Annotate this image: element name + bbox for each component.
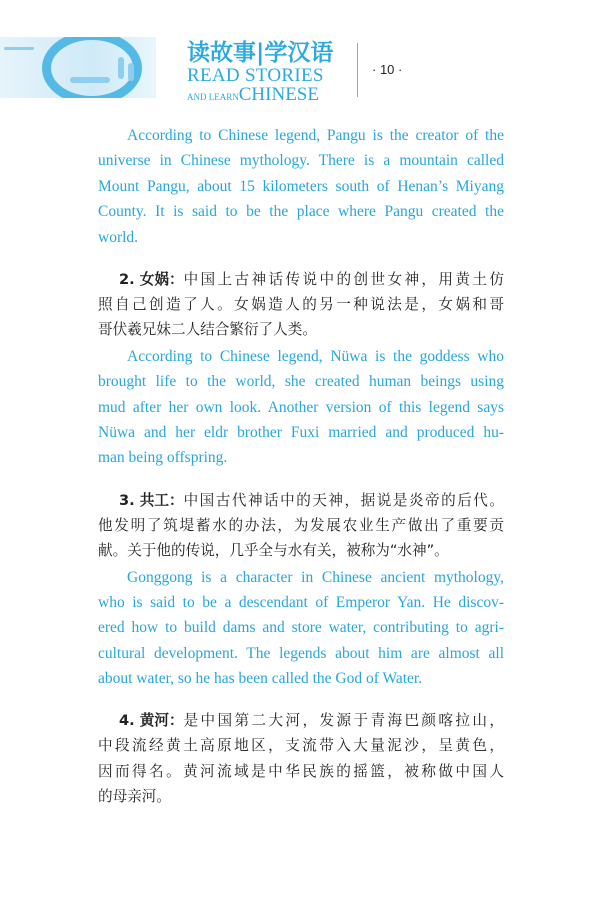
text-line: cultural development. The legends about him are almost all — [98, 645, 504, 662]
text-line: mud after her own look. Another version of this legend says — [98, 399, 504, 416]
series-logo — [187, 40, 333, 106]
text-line: 是中国第二大河，发源于青海巴颜喀拉山， — [183, 712, 504, 729]
text-line: Mount Pangu, about 15 kilometers south of Henan’s Miyang — [98, 178, 504, 195]
text-line: 中国上古神话传说中的创世女神，用黄土仿 — [183, 271, 504, 288]
entry-heading: 4. 黄河： — [119, 712, 184, 729]
text-line: world. — [98, 229, 139, 246]
text-line: 献。关于他的传说，几乎全与水有关，被称为“水神”。 — [98, 542, 449, 559]
entry-heading: 2. 女娲： — [119, 271, 184, 288]
text-line: Nüwa and her eldr brother Fuxi married and produced hu- — [98, 424, 504, 441]
text-line: 哥伏羲兄妹二人结合繁衍了人类。 — [98, 321, 317, 338]
logo-title-en-big: CHINESE — [238, 84, 319, 105]
text-line: 他发明了筑堤蓄水的办法，为发展农业生产做出了重要贡 — [98, 517, 504, 534]
text-line: who is said to be a descendant of Emperor Yan. He discov- — [98, 594, 504, 611]
header-divider — [357, 43, 358, 97]
text-line: 中国古代神话中的天神，据说是炎帝的后代。 — [183, 492, 504, 509]
page-number: · 10 · — [372, 62, 403, 77]
text-line: According to Chinese legend, Nüwa is the goddess who — [127, 348, 504, 365]
entry-heading: 3. 共工： — [119, 492, 184, 509]
text-line: 因而得名。黄河流域是中华民族的摇篮，被称做中国人 — [98, 763, 504, 780]
text-line: According to Chinese legend, Pangu is the creator of the — [127, 127, 504, 144]
text-line: universe in Chinese mythology. There is a mountain called — [98, 152, 504, 169]
text-line: 的母亲河。 — [98, 788, 171, 805]
header-illustration — [0, 37, 156, 98]
text-line: Gonggong is a character in Chinese ancient mythology, — [127, 569, 504, 586]
text-line: brought life to the world, she created human beings using — [98, 373, 504, 390]
logo-title-cn: 读故事|学汉语 — [187, 40, 334, 66]
text-line: 中段流经黄土高原地区，支流带入大量泥沙，呈黄色， — [98, 737, 504, 754]
logo-title-en: READ STORIES — [187, 65, 324, 86]
text-line: about water, so he has been called the God of Water. — [98, 670, 423, 687]
text-line: 照自己创造了人。女娲造人的另一种说法是，女娲和哥 — [98, 296, 504, 313]
logo-title-en-small: AND LEARN — [187, 92, 239, 102]
text-line: ered how to build dams and store water, contributing to agri- — [98, 619, 504, 636]
text-line: County. It is said to be the place where Pangu created the — [98, 203, 504, 220]
text-line: man being offspring. — [98, 449, 228, 466]
